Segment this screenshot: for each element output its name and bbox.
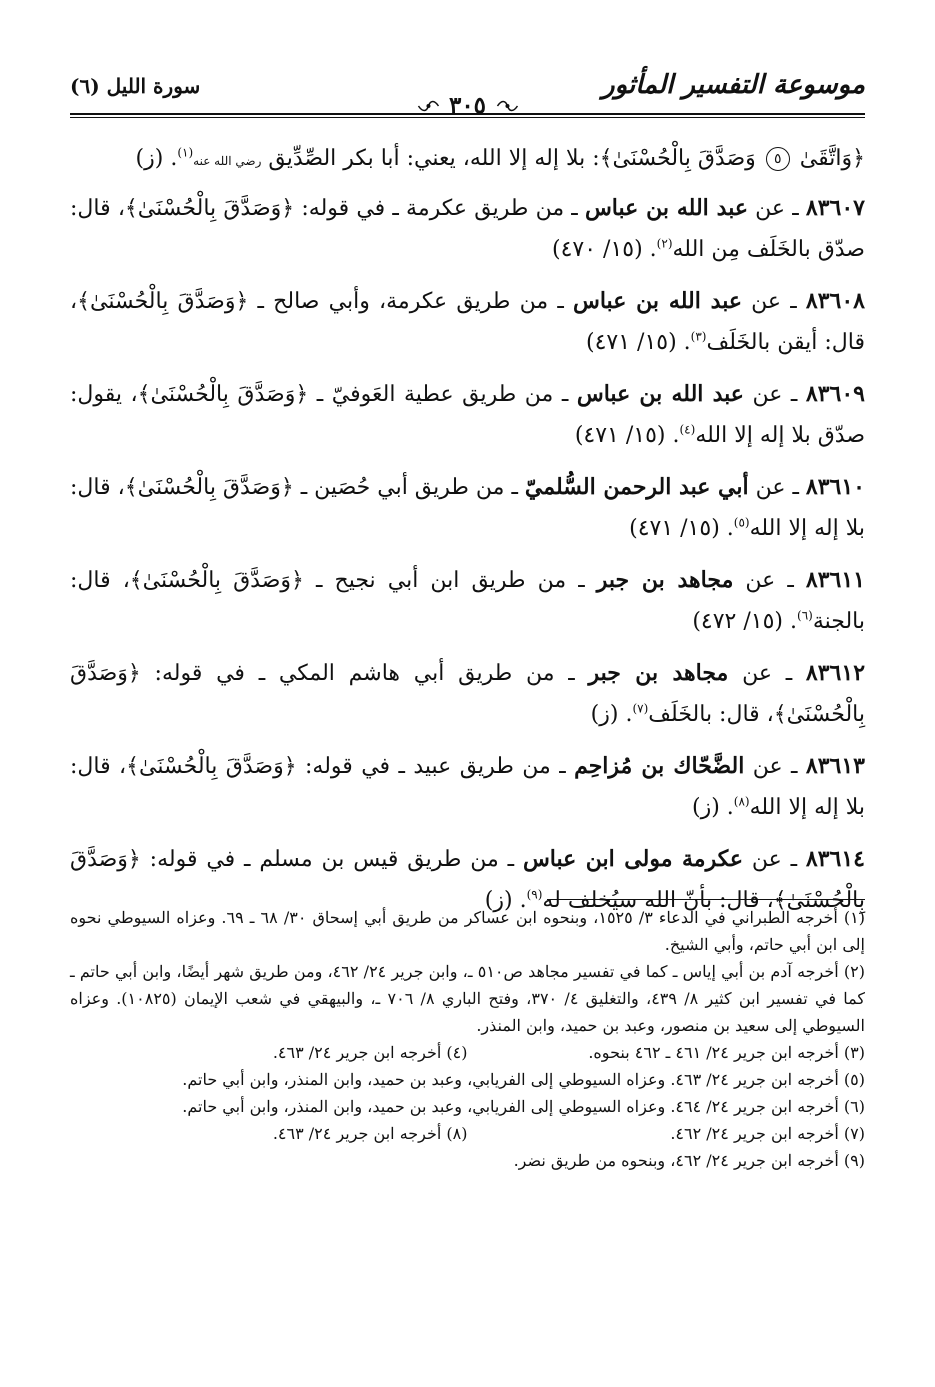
footnote-ref: (٤) bbox=[679, 422, 696, 437]
source-ref: . (ز) bbox=[484, 888, 527, 913]
footnote-row bbox=[70, 1120, 865, 1147]
footnote-ref: (٨) bbox=[733, 794, 750, 809]
ornament-right-icon bbox=[496, 99, 518, 113]
footnotes bbox=[70, 904, 865, 1174]
narrator-name: عبد الله بن عباس bbox=[576, 381, 744, 407]
entry-number: ٨٣٦١٣ bbox=[805, 753, 865, 779]
entry-text: ـ عن bbox=[733, 568, 806, 593]
entry-text: ـ من طريق عبيد ـ في قوله: ﴿وَصَدَّقَ بِالْحُسْنَىٰ﴾، قال: بلا إله إلا الله bbox=[70, 754, 865, 820]
source-ref: . (ز) bbox=[590, 702, 633, 727]
entry-number: ٨٣٦١٤ bbox=[805, 846, 865, 872]
narration-entry bbox=[70, 374, 865, 456]
narrator-name: عبد الله بن عباس bbox=[584, 195, 748, 221]
footnote-ref: (٥) bbox=[733, 515, 750, 530]
narration-entry bbox=[70, 560, 865, 642]
narration-entry bbox=[70, 746, 865, 828]
surah-title: سورة الليل (٦) bbox=[70, 74, 201, 98]
entry-text: ـ من طريق عكرمة ـ في قوله: ﴿وَصَدَّقَ بِالْحُسْنَىٰ﴾، قال: صدّق بالخَلَف مِن الله bbox=[70, 196, 865, 262]
ornament-left-icon bbox=[417, 99, 439, 113]
intro-text: : بلا إله إلا الله، يعني: أبا بكر الصِّدِّيق bbox=[261, 146, 600, 171]
book-title: موسوعة التفسير المأثور bbox=[602, 70, 865, 100]
footnote-row bbox=[70, 1039, 865, 1066]
entry-text: ـ عن bbox=[744, 754, 806, 779]
footnote-ref: (٦) bbox=[797, 608, 813, 623]
footnote-ref: (٩) bbox=[526, 887, 543, 902]
footnote-ref: (١) bbox=[177, 145, 194, 160]
footnote: (٥) أخرجه ابن جرير ٢٤/ ٤٦٣. وعزاه السيوطي إلى الفريابي، وعبد بن حميد، وابن المنذر، وابن أبي حاتم. bbox=[182, 1070, 865, 1089]
narrator-name: مجاهد بن جبر bbox=[588, 660, 729, 686]
source-ref: . (١٥/ ٤٧١) bbox=[574, 423, 680, 448]
narration-entry bbox=[70, 467, 865, 549]
footnote-ref: (٧) bbox=[632, 701, 649, 716]
footnote: (١) أخرجه الطبراني في الدعاء ٣/ ١٥٢٥، وبنحوه ابن عساكر من طريق أبي إسحاق ٣٠/ ٦٨ ـ ٦٩. وعزاه السيوطي نحوه إلى ابن أبي حاتم، وأبي الشيخ. bbox=[70, 908, 865, 954]
header-rule-thin bbox=[70, 117, 865, 118]
entry-text: ـ من طريق أبي هاشم المكي ـ في قوله: ﴿وَصَدَّقَ بِالْحُسْنَىٰ﴾، قال: بالخَلَف bbox=[70, 661, 865, 727]
entry-text: ـ عن bbox=[741, 289, 806, 314]
footnote: (٣) أخرجه ابن جرير ٢٤/ ٤٦١ ـ ٤٦٢ بنحوه. bbox=[588, 1043, 865, 1062]
narrator-name: عبد الله بن عباس bbox=[573, 288, 742, 314]
narrator-name: الضَّحّاك بن مُزاحِم bbox=[574, 753, 745, 779]
narrator-name: عكرمة مولى ابن عباس bbox=[522, 846, 744, 872]
narration-entry bbox=[70, 188, 865, 270]
verse-number-marker: ٥ bbox=[766, 147, 790, 171]
narrator-name: مجاهد بن جبر bbox=[596, 567, 734, 593]
narration-entry bbox=[70, 653, 865, 735]
intro-paragraph bbox=[70, 138, 865, 182]
header-rule bbox=[70, 113, 865, 115]
entry-text: ـ عن bbox=[743, 382, 806, 407]
entry-text: ـ من طريق ابن أبي نجيح ـ ﴿وَصَدَّقَ بِالْحُسْنَىٰ﴾، قال: بالجنة bbox=[70, 568, 865, 634]
footnote: (٢) أخرجه آدم بن أبي إياس ـ كما في تفسير مجاهد ص٥١٠ ـ، وابن جرير ٢٤/ ٤٦٢، ومن طريق شهر أيضًا، وابن أبي حاتم ـ كما في تفسير ابن كثير ٨/ ٤٣٩، والتغليق ٤/ ٣٧٠، وفتح الباري ٨/ ٧٠٦ ـ، والبيهقي في شعب الإيمان (١٠٨٢٥). وعزاه السيوطي إلى سعيد بن منصور، وعبد بن حميد، وابن المنذر. bbox=[70, 962, 866, 1035]
entry-text: ـ عن bbox=[748, 475, 806, 500]
entry-number: ٨٣٦٠٧ bbox=[805, 195, 865, 221]
verse-text: وَصَدَّقَ بِالْحُسْنَىٰ﴾ bbox=[599, 146, 756, 171]
footnote: (٤) أخرجه ابن جرير ٢٤/ ٤٦٣. bbox=[272, 1043, 468, 1062]
footnote: (٧) أخرجه ابن جرير ٢٤/ ٤٦٢. bbox=[670, 1124, 865, 1143]
source-ref: . (١٥/ ٤٧٢) bbox=[692, 609, 797, 634]
entry-text: ـ من طريق قيس بن مسلم ـ في قوله: ﴿وَصَدَّقَ بِالْحُسْنَىٰ﴾، قال: بأنّ الله سيُخلف له bbox=[70, 847, 865, 913]
honorific-glyph: رضي الله عنه bbox=[193, 154, 262, 168]
entry-text: ـ عن bbox=[743, 847, 806, 872]
entry-text: ـ من طريق أبي حُصَين ـ ﴿وَصَدَّقَ بِالْحُسْنَىٰ﴾، قال: بلا إله إلا الله bbox=[70, 475, 865, 541]
entry-text: ـ عن bbox=[747, 196, 806, 221]
narrator-name: أبي عبد الرحمن السُّلميّ bbox=[524, 474, 749, 500]
footnote: (٩) أخرجه ابن جرير ٢٤/ ٤٦٢، وبنحوه من طريق نضر. bbox=[513, 1151, 865, 1170]
entry-number: ٨٣٦١٠ bbox=[805, 474, 865, 500]
source-ref: . (ز) bbox=[691, 795, 734, 820]
footnote: (٦) أخرجه ابن جرير ٢٤/ ٤٦٤. وعزاه السيوطي إلى الفريابي، وعبد بن حميد، وابن المنذر، وابن أبي حاتم. bbox=[182, 1097, 865, 1116]
footnote: (٨) أخرجه ابن جرير ٢٤/ ٤٦٣. bbox=[272, 1124, 468, 1143]
entry-number: ٨٣٦١١ bbox=[805, 567, 865, 593]
footnote-ref: (٢) bbox=[656, 236, 673, 251]
source-ref: . (ز) bbox=[135, 146, 178, 171]
footnote-ref: (٣) bbox=[690, 329, 707, 344]
narration-entry bbox=[70, 281, 865, 363]
entry-text: ـ من طريق عكرمة، وأبي صالح ـ ﴿وَصَدَّقَ بِالْحُسْنَىٰ﴾، قال: أيقن بالخَلَف bbox=[70, 289, 865, 355]
footnote-separator bbox=[547, 899, 865, 900]
source-ref: . (١٥/ ٤٧١) bbox=[629, 516, 734, 541]
source-ref: . (١٥/ ٤٧٠) bbox=[552, 237, 657, 262]
entry-text: ـ من طريق عطية العَوفيّ ـ ﴿وَصَدَّقَ بِالْحُسْنَىٰ﴾، يقول: صدّق بلا إله إلا الله bbox=[70, 382, 865, 448]
entry-number: ٨٣٦٠٨ bbox=[805, 288, 865, 314]
entry-text: ـ عن bbox=[728, 661, 806, 686]
source-ref: . (١٥/ ٤٧١) bbox=[585, 330, 691, 355]
main-text bbox=[70, 138, 865, 932]
entry-number: ٨٣٦٠٩ bbox=[805, 381, 865, 407]
verse-text: ﴿وَاتَّقَىٰ bbox=[799, 146, 865, 171]
page-number: ٣٠٥ bbox=[448, 92, 487, 119]
entry-number: ٨٣٦١٢ bbox=[805, 660, 866, 686]
